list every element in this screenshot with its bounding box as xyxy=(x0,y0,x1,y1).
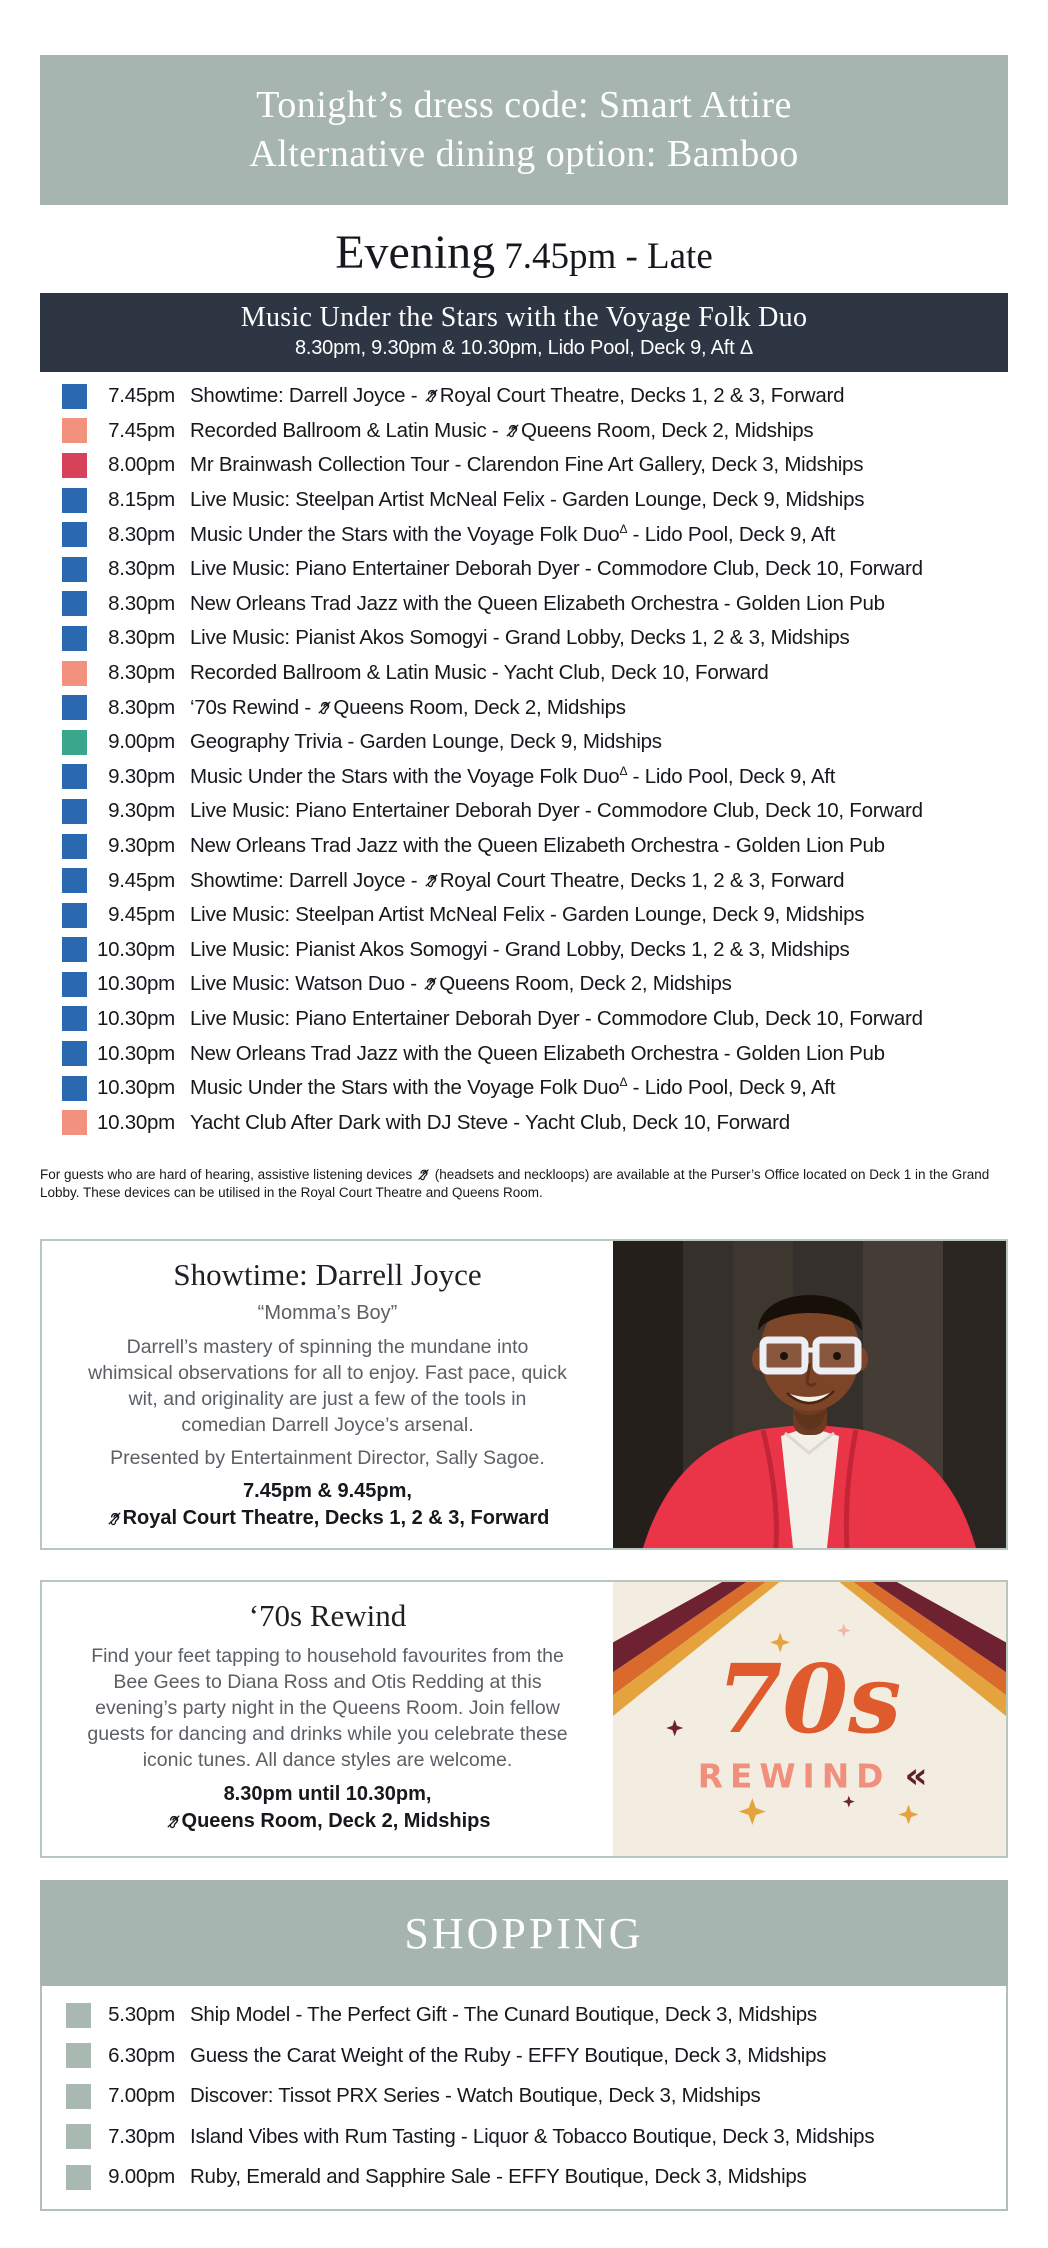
event-row xyxy=(40,656,1008,691)
darrell-joyce-photo xyxy=(613,1241,1006,1548)
category-square-blue xyxy=(62,1006,87,1031)
outdoor-event-marker: Δ xyxy=(619,1075,628,1090)
event-time: 8.30pm xyxy=(108,591,175,615)
hearing-icon xyxy=(424,388,439,403)
hearing-icon xyxy=(505,423,520,438)
category-square-blue xyxy=(62,834,87,859)
category-square-blue xyxy=(62,972,87,997)
category-square-blue xyxy=(62,1076,87,1101)
event-text: Geography Trivia - Garden Lounge, Deck 9, Midships xyxy=(190,730,662,754)
shopping-header xyxy=(40,1880,1008,1986)
event-text: Mr Brainwash Collection Tour - Clarendon Fine Art Gallery, Deck 3, Midships xyxy=(190,453,864,477)
event-text: New Orleans Trad Jazz with the Queen Elizabeth Orchestra - Golden Lion Pub xyxy=(190,591,885,615)
category-square-sage xyxy=(66,2084,91,2109)
event-text: Recorded Ballroom & Latin Music - Yacht Club, Deck 10, Forward xyxy=(190,661,769,685)
event-time: 8.00pm xyxy=(108,453,175,477)
event-time: 10.30pm xyxy=(96,937,175,961)
event-row xyxy=(40,725,1008,760)
event-time: 10.30pm xyxy=(96,972,175,996)
event-row xyxy=(40,379,1008,414)
category-square-blue xyxy=(62,903,87,928)
event-time: 7.45pm xyxy=(108,384,175,408)
event-row xyxy=(40,552,1008,587)
alternative-dining-line: Alternative dining option: Bamboo xyxy=(249,133,799,175)
shopping-text: Discover: Tissot PRX Series - Watch Boutique, Deck 3, Midships xyxy=(190,2084,761,2108)
event-row xyxy=(40,517,1008,552)
event-text: Music Under the Stars with the Voyage Folk Duo$^\Delta$ - Lido Pool, Deck 9, Aft xyxy=(190,1075,836,1100)
seventies-rewind-card xyxy=(40,1580,1008,1858)
event-time: 9.30pm xyxy=(108,764,175,788)
artwork-chevrons: « xyxy=(904,1755,928,1797)
feature-banner-subtitle: 8.30pm, 9.30pm & 10.30pm, Lido Pool, Deck 9, Aft Δ xyxy=(294,337,754,359)
shopping-row xyxy=(42,2157,1006,2198)
event-time: 9.45pm xyxy=(108,868,175,892)
shopping-time: 7.00pm xyxy=(108,2084,175,2108)
event-text: Recorded Ballroom & Latin Music - Queens Room, Deck 2, Midships xyxy=(190,418,814,442)
category-square-blue xyxy=(62,557,87,582)
event-time: 9.30pm xyxy=(108,834,175,858)
shopping-row xyxy=(42,2076,1006,2117)
evening-word: Evening xyxy=(335,226,496,279)
events-list xyxy=(40,379,1008,1140)
event-time: 10.30pm xyxy=(96,1006,175,1030)
card-presenter: Presented by Entertainment Director, Sally Sagoe. xyxy=(110,1447,545,1470)
category-square-sage xyxy=(66,2003,91,2028)
event-row xyxy=(40,1071,1008,1106)
event-text: Music Under the Stars with the Voyage Folk Duo$^\Delta$ - Lido Pool, Deck 9, Aft xyxy=(190,521,836,546)
category-square-green xyxy=(62,730,87,755)
shopping-row xyxy=(42,1995,1006,2036)
category-square-blue xyxy=(62,488,87,513)
category-square-blue xyxy=(62,799,87,824)
event-time: 9.00pm xyxy=(108,730,175,754)
shopping-row xyxy=(42,2036,1006,2077)
hearing-note-part2: (headsets and neckloops) are available at the Purser’s Office located on Deck 1 in the Grand Lobby. These devices can be utilised in the Royal Court Theatre and Queens Room. xyxy=(40,1167,990,1201)
artwork-word: REWIND xyxy=(697,1757,891,1796)
shopping-text: Ruby, Emerald and Sapphire Sale - EFFY Boutique, Deck 3, Midships xyxy=(190,2165,807,2189)
event-text: Live Music: Piano Entertainer Deborah Dyer - Commodore Club, Deck 10, Forward xyxy=(190,1006,923,1030)
event-time: 8.30pm xyxy=(108,695,175,719)
dress-code-line: Tonight’s dress code: Smart Attire xyxy=(256,84,792,126)
hearing-icon xyxy=(166,1814,181,1829)
event-text: Live Music: Steelpan Artist McNeal Felix - Garden Lounge, Deck 9, Midships xyxy=(190,903,865,927)
event-row xyxy=(40,587,1008,622)
category-square-blue xyxy=(62,764,87,789)
event-time: 9.45pm xyxy=(108,903,175,927)
event-text: Live Music: Watson Duo - Queens Room, Deck 2, Midships xyxy=(190,972,732,996)
category-square-sage xyxy=(66,2043,91,2068)
card-time: 8.30pm until 10.30pm, xyxy=(223,1783,432,1806)
dress-code-banner xyxy=(40,55,1008,205)
event-row xyxy=(40,829,1008,864)
event-time: 8.15pm xyxy=(108,488,175,512)
event-row xyxy=(40,794,1008,829)
event-time: 10.30pm xyxy=(96,1076,175,1100)
outdoor-event-marker: Δ xyxy=(619,521,628,536)
event-time: 8.30pm xyxy=(108,557,175,581)
event-text: New Orleans Trad Jazz with the Queen Elizabeth Orchestra - Golden Lion Pub xyxy=(190,834,885,858)
event-row xyxy=(40,690,1008,725)
event-text: Live Music: Piano Entertainer Deborah Dyer - Commodore Club, Deck 10, Forward xyxy=(190,557,923,581)
category-square-blue xyxy=(62,591,87,616)
category-square-blue xyxy=(62,522,87,547)
card-description: Darrell’s mastery of spinning the mundane into whimsical observations for all to enjoy. Fast pace, quick wit, and originality are just a few of the tools in comedian Darrell Joyce’s arsenal. xyxy=(88,1336,567,1437)
event-row xyxy=(40,967,1008,1002)
shopping-text: Ship Model - The Perfect Gift - The Cunard Boutique, Deck 3, Midships xyxy=(190,2003,817,2027)
category-square-blue xyxy=(62,384,87,409)
event-time: 9.30pm xyxy=(108,799,175,823)
event-time: 8.30pm xyxy=(108,626,175,650)
event-text: New Orleans Trad Jazz with the Queen Elizabeth Orchestra - Golden Lion Pub xyxy=(190,1041,885,1065)
event-row xyxy=(40,1105,1008,1140)
card-description: Find your feet tapping to household favourites from the Bee Gees to Diana Ross and Otis Redding at this evening’s party night in the Queens Room. Join fellow guests for dancing and drinks while you celebrate these iconic tunes. All dance styles are welcome. xyxy=(87,1645,568,1772)
feature-banner-title: Music Under the Stars with the Voyage Folk Duo xyxy=(240,302,808,333)
card-location: Royal Court Theatre, Decks 1, 2 & 3, Forward xyxy=(106,1505,550,1532)
card-title: ‘70s Rewind xyxy=(248,1598,407,1634)
card-subtitle: “Momma’s Boy” xyxy=(257,1302,398,1325)
category-square-blue xyxy=(62,695,87,720)
evening-time-range: 7.45pm - Late xyxy=(504,236,713,277)
event-text: Live Music: Steelpan Artist McNeal Felix - Garden Lounge, Deck 9, Midships xyxy=(190,488,865,512)
event-row xyxy=(40,863,1008,898)
hearing-icon xyxy=(417,1168,430,1181)
category-square-salmon xyxy=(62,661,87,686)
event-row xyxy=(40,933,1008,968)
category-square-blue xyxy=(62,1041,87,1066)
event-text: Music Under the Stars with the Voyage Folk Duo$^\Delta$ - Lido Pool, Deck 9, Aft xyxy=(190,764,836,788)
category-square-blue xyxy=(62,937,87,962)
event-text: Showtime: Darrell Joyce - Royal Court Theatre, Decks 1, 2 & 3, Forward xyxy=(190,868,845,892)
shopping-row xyxy=(42,2117,1006,2158)
event-text: Yacht Club After Dark with DJ Steve - Yacht Club, Deck 10, Forward xyxy=(190,1110,790,1134)
evening-heading xyxy=(40,225,1008,280)
category-square-salmon xyxy=(62,1110,87,1135)
seventies-rewind-artwork xyxy=(613,1582,1006,1856)
category-square-red xyxy=(62,453,87,478)
category-square-salmon xyxy=(62,418,87,443)
event-row xyxy=(40,1002,1008,1037)
hearing-icon xyxy=(107,1511,122,1526)
event-text: Live Music: Piano Entertainer Deborah Dyer - Commodore Club, Deck 10, Forward xyxy=(190,799,923,823)
hearing-icon xyxy=(317,700,332,715)
artwork-numeral: 70s xyxy=(716,1643,902,1755)
shopping-text: Guess the Carat Weight of the Ruby - EFFY Boutique, Deck 3, Midships xyxy=(190,2043,827,2067)
shopping-list xyxy=(40,1986,1008,2211)
event-text: ‘70s Rewind - Queens Room, Deck 2, Midships xyxy=(190,695,626,719)
event-row xyxy=(40,760,1008,795)
category-square-blue xyxy=(62,868,87,893)
category-square-blue xyxy=(62,626,87,651)
hearing-icon xyxy=(423,976,438,991)
shopping-text: Island Vibes with Rum Tasting - Liquor & Tobacco Boutique, Deck 3, Midships xyxy=(190,2124,875,2148)
event-row xyxy=(40,448,1008,483)
hearing-icon xyxy=(424,873,439,888)
event-time: 10.30pm xyxy=(96,1110,175,1134)
event-row xyxy=(40,621,1008,656)
event-row xyxy=(40,414,1008,449)
card-time: 7.45pm & 9.45pm, xyxy=(243,1480,412,1503)
shopping-time: 6.30pm xyxy=(108,2043,175,2067)
event-row xyxy=(40,1036,1008,1071)
event-time: 7.45pm xyxy=(108,418,175,442)
card-location: Queens Room, Deck 2, Midships xyxy=(165,1808,491,1835)
hearing-note-part1: For guests who are hard of hearing, assistive listening devices xyxy=(40,1167,416,1183)
event-row xyxy=(40,898,1008,933)
hearing-note xyxy=(40,1166,1008,1202)
shopping-time: 5.30pm xyxy=(108,2003,175,2027)
event-row xyxy=(40,483,1008,518)
shopping-title: SHOPPING xyxy=(404,1908,644,1958)
event-time: 10.30pm xyxy=(96,1041,175,1065)
card-title: Showtime: Darrell Joyce xyxy=(173,1257,482,1293)
event-time: 8.30pm xyxy=(108,661,175,685)
category-square-sage xyxy=(66,2165,91,2190)
outdoor-event-marker: Δ xyxy=(619,764,628,778)
event-time: 8.30pm xyxy=(108,522,175,546)
category-square-sage xyxy=(66,2124,91,2149)
darrell-joyce-card xyxy=(40,1239,1008,1550)
event-text: Showtime: Darrell Joyce - Royal Court Theatre, Decks 1, 2 & 3, Forward xyxy=(190,384,845,408)
event-text: Live Music: Pianist Akos Somogyi - Grand Lobby, Decks 1, 2 & 3, Midships xyxy=(190,937,850,961)
feature-banner xyxy=(40,293,1008,372)
shopping-time: 7.30pm xyxy=(108,2124,175,2148)
shopping-time: 9.00pm xyxy=(108,2165,175,2189)
event-text: Live Music: Pianist Akos Somogyi - Grand Lobby, Decks 1, 2 & 3, Midships xyxy=(190,626,850,650)
